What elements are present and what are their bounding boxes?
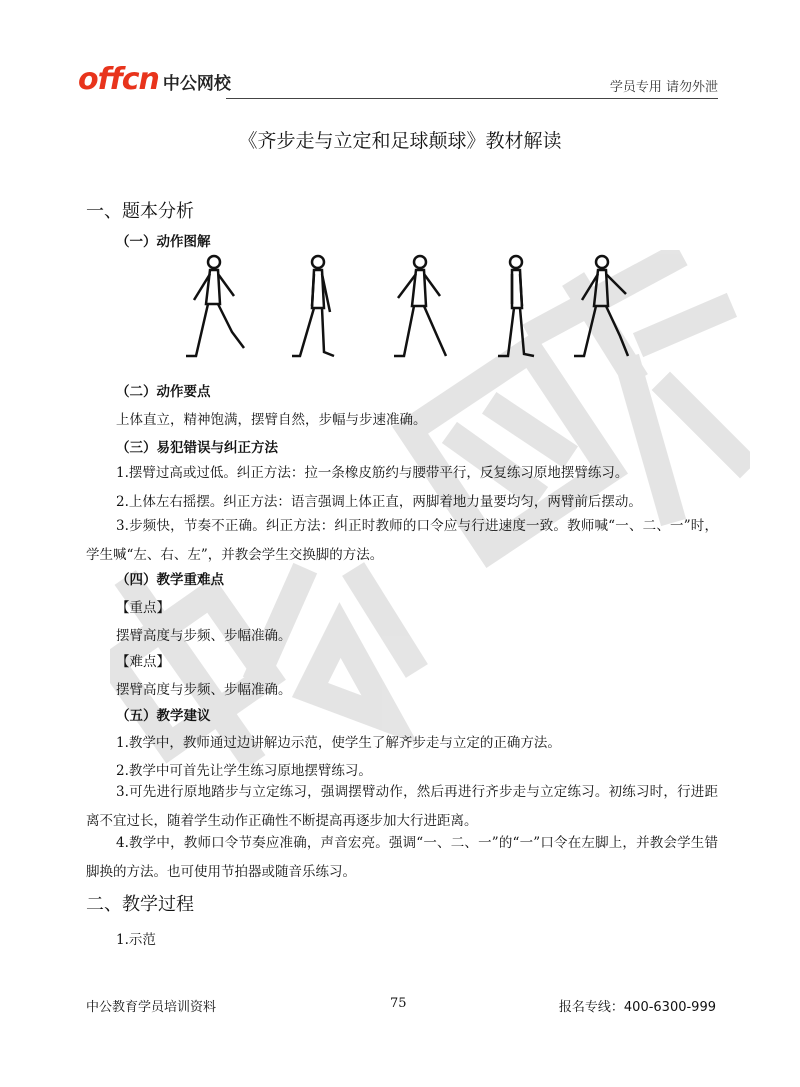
walking-figure-icon xyxy=(570,252,636,364)
section-heading-1: 一、题本分析 xyxy=(86,201,194,222)
brand-logo xyxy=(78,62,231,97)
list-item: 4.教学中，教师口令节奏应准确，声音宏亮。强调“一、二、一”的“一”口令在左脚上，并教会学生错脚换的方法。也可使用节拍器或随音乐练习。 xyxy=(86,835,718,880)
walking-figure-icon xyxy=(290,252,350,364)
page-header xyxy=(78,60,718,100)
header-note: 学员专用 请勿外泄 xyxy=(609,80,718,95)
key-point-label: 【重点】 xyxy=(116,600,170,616)
document-title: 《齐步走与立定和足球颠球》教材解读 xyxy=(238,130,562,152)
footer-left: 中公教育学员培训资料 xyxy=(86,1000,217,1015)
page-number: 75 xyxy=(390,996,407,1011)
difficult-point-text: 摆臂高度与步频、步幅准确。 xyxy=(116,682,292,698)
list-item: 1.教学中，教师通过边讲解边示范，使学生了解齐步走与立定的正确方法。 xyxy=(116,735,561,751)
header-divider xyxy=(226,98,718,99)
key-point-text: 摆臂高度与步频、步幅准确。 xyxy=(116,628,292,644)
section-heading-2: 二、教学过程 xyxy=(86,894,194,915)
list-item: 2.教学中可首先让学生练习原地摆臂练习。 xyxy=(116,763,372,779)
list-item: 3.步频快，节奏不正确。纠正方法：纠正时教师的口令应与行进速度一致。教师喊“一、二、一”时，学生喊“左、右、左”，并教会学生交换脚的方法。 xyxy=(86,518,718,563)
list-item: 1.示范 xyxy=(116,932,156,948)
walking-figure-icon xyxy=(490,252,544,364)
subheading-teaching-suggestions: （五）教学建议 xyxy=(116,708,211,724)
subheading-action-diagram: （一）动作图解 xyxy=(116,234,211,250)
logo-name: 中公网校 xyxy=(162,74,231,94)
footer-hotline: 报名专线：400-6300-999 xyxy=(558,1000,716,1015)
action-points-text: 上体直立，精神饱满，摆臂自然，步幅与步速准确。 xyxy=(116,412,427,428)
list-item: 2.上体左右摇摆。纠正方法：语言强调上体正直，两脚着地力量要均匀，两臂前后摆动。 xyxy=(116,494,642,510)
walking-figure-icon xyxy=(180,252,250,364)
walking-figure-icon xyxy=(390,252,454,364)
subheading-action-points: （二）动作要点 xyxy=(116,384,211,400)
walking-figures xyxy=(180,252,640,364)
difficult-point-label: 【难点】 xyxy=(116,654,170,670)
list-item: 3.可先进行原地踏步与立定练习，强调摆臂动作，然后再进行齐步走与立定练习。初练习时，行进距离不宜过长，随着学生动作正确性不断提高再逐步加大行进距离。 xyxy=(86,784,718,829)
list-item: 1.摆臂过高或过低。纠正方法：拉一条橡皮筋约与腰带平行，反复练习原地摆臂练习。 xyxy=(116,465,629,481)
subheading-key-difficult-points: （四）教学重难点 xyxy=(116,572,224,588)
subheading-common-errors: （三）易犯错误与纠正方法 xyxy=(116,440,278,456)
logo-mark: offcn xyxy=(78,62,159,97)
